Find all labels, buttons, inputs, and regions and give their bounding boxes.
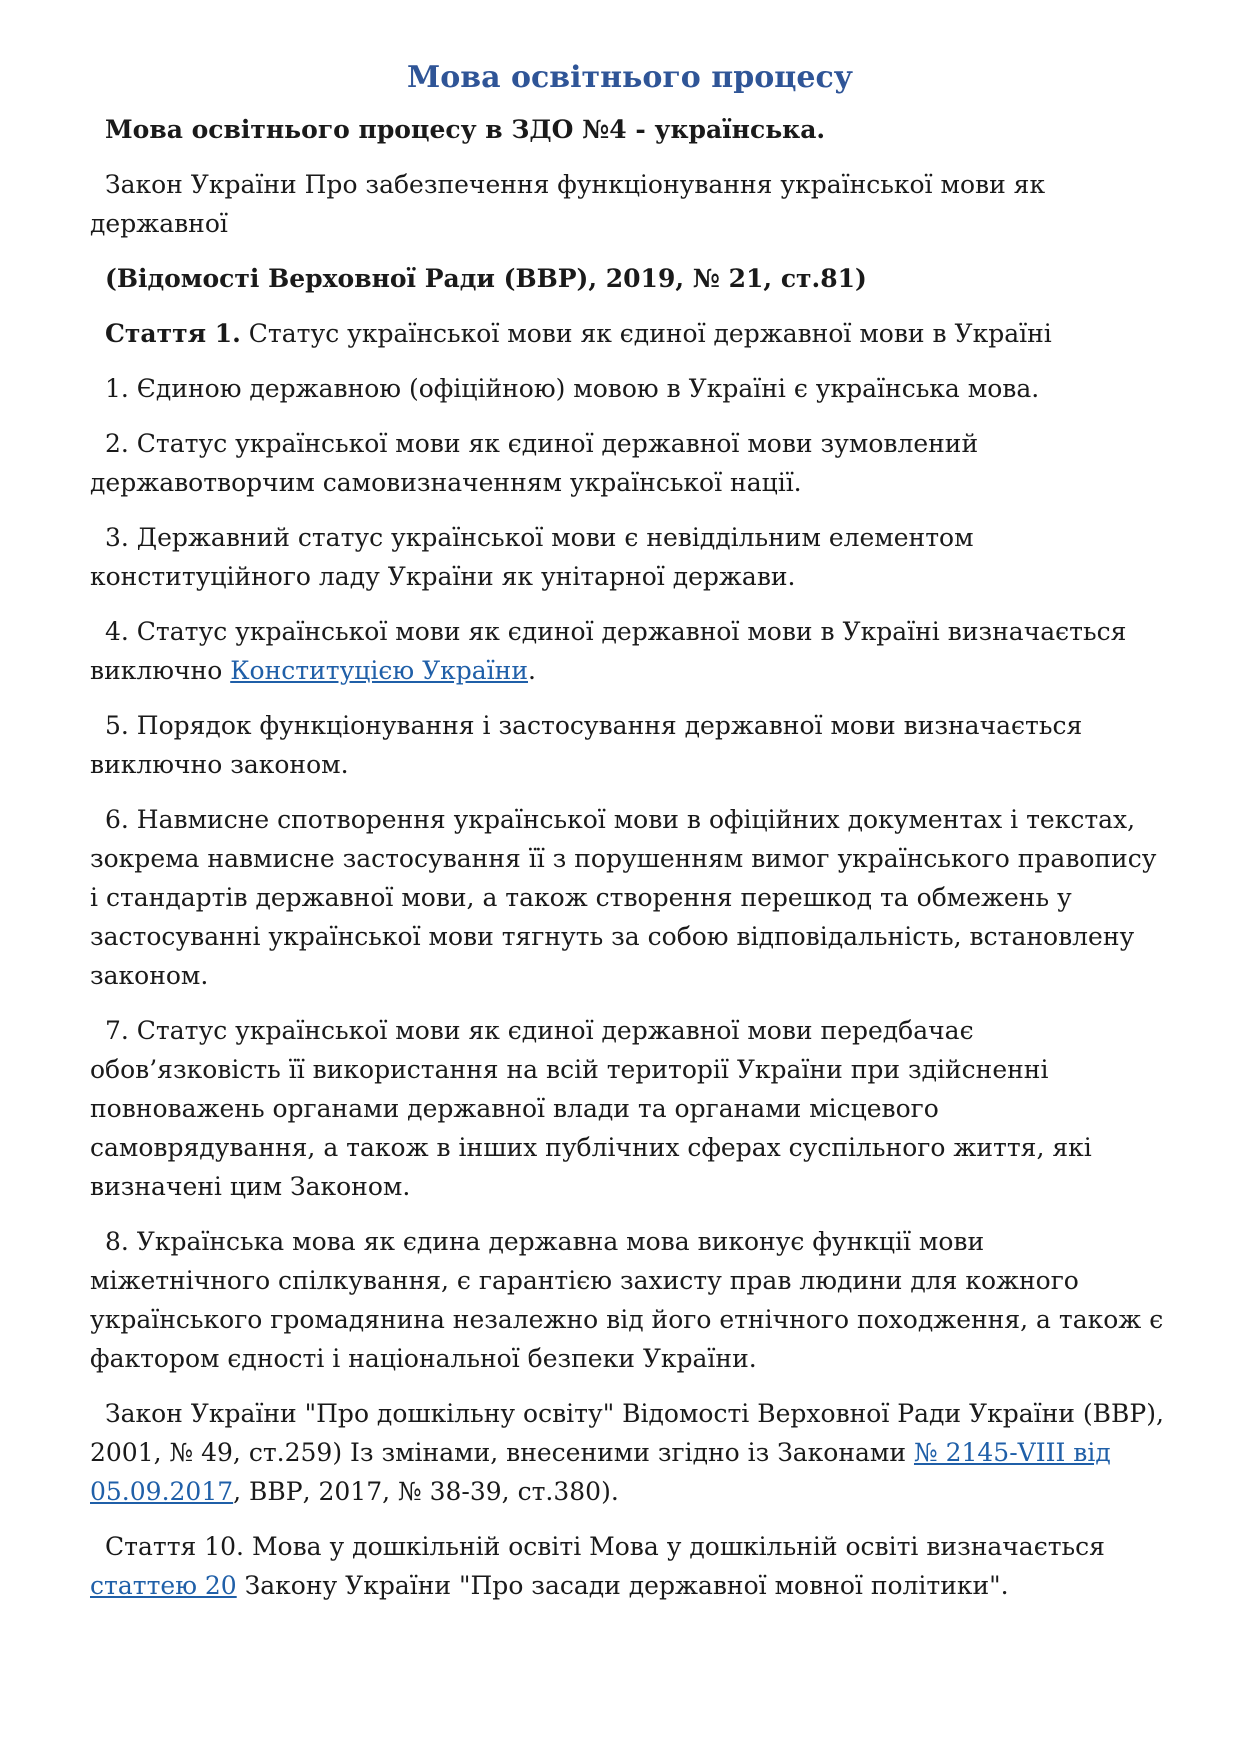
point-1: 1. Єдиною державною (офіційною) мовою в Україні є українська мова.	[105, 374, 1040, 403]
article1-heading-text: Статус української мови як єдиної державної мови в Україні	[240, 319, 1052, 348]
article10-text-end: Закону України "Про засади державної мовної політики".	[236, 1571, 1009, 1600]
point-5: 5. Порядок функціонування і застосування державної мови визначається виключно законом.	[90, 711, 1083, 779]
law1-source: (Відомості Верховної Ради (ВВР), 2019, № 21, ст.81)	[105, 264, 867, 293]
point-4	[90, 612, 1170, 690]
point-8: 8. Українська мова як єдина державна мова виконує функції мови міжетнічного спілкування, є гарантією захисту прав людини для кожного українського громадянина незалежно від його етнічного походження, а також є фактором єдності і національної безпеки України.	[90, 1227, 1164, 1373]
intro-statement: Мова освітнього процесу в ЗДО №4 - українська.	[105, 115, 826, 144]
article10-paragraph	[90, 1527, 1170, 1605]
law2-text: Закон України "Про дошкільну освіту" Відомості Верховної Ради України (ВВР), 2001, № 49, ст.259) Із змінами, внесеними згідно із Законами	[90, 1399, 1164, 1467]
article-20-link[interactable]: статтею 20	[90, 1571, 237, 1600]
article1-heading	[90, 314, 1170, 353]
page-title: Мова освітнього процесу	[407, 60, 853, 95]
point-4-end: .	[528, 656, 536, 685]
point-7: 7. Статус української мови як єдиної державної мови передбачає обов’язковість її використання на всій території України при здійсненні повноважень органами державної влади та органами місцевого самоврядування, а також в інших публічних сферах суспільного життя, які визначені цим Законом.	[90, 1016, 1092, 1201]
point-4-text: 4. Статус української мови як єдиної державної мови в Україні визначається виключно	[90, 617, 1127, 685]
article10-text: Стаття 10. Мова у дошкільній освіті Мова у дошкільній освіті визначається	[105, 1532, 1105, 1561]
law2-paragraph	[90, 1394, 1170, 1511]
point-3: 3. Державний статус української мови є невіддільним елементом конституційного ладу України як унітарної держави.	[90, 523, 974, 591]
constitution-link[interactable]: Конституцією України	[230, 656, 529, 685]
document-page	[90, 56, 1170, 1621]
point-6: 6. Навмисне спотворення української мови в офіційних документах і текстах, зокрема навмисне застосування її з порушенням вимог українського правопису і стандартів державної мови, а також створення перешкод та обмежень у застосуванні української мови тягнуть за собою відповідальність, встановлену законом.	[90, 805, 1157, 990]
point-2: 2. Статус української мови як єдиної державної мови зумовлений державотворчим самовизначенням української нації.	[90, 429, 979, 497]
law2-text-end: , ВВР, 2017, № 38-39, ст.380).	[233, 1477, 619, 1506]
article1-label: Стаття 1.	[105, 319, 241, 348]
law-2145-link[interactable]: № 2145-VIII від 05.09.2017	[90, 1438, 1111, 1506]
law1-title: Закон України Про забезпечення функціонування української мови як державної	[90, 170, 1046, 238]
